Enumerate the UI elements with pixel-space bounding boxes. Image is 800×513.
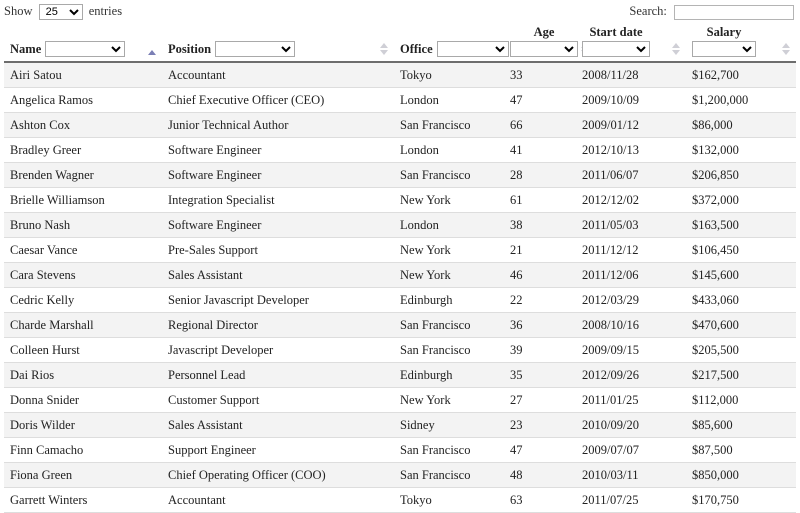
cell-sal: $1,200,000	[686, 88, 796, 113]
table-row[interactable]	[4, 138, 796, 163]
cell-date: 2011/07/25	[576, 488, 686, 513]
page-length-prefix: Show	[4, 4, 33, 18]
cell-off: San Francisco	[394, 438, 504, 463]
cell-sal: $106,450	[686, 238, 796, 263]
cell-pos: Software Engineer	[162, 163, 394, 188]
cell-age: 22	[504, 288, 576, 313]
column-label-date: Start date	[589, 25, 643, 39]
cell-age: 61	[504, 188, 576, 213]
column-header-sal[interactable]	[686, 23, 796, 62]
cell-name: Donna Snider	[4, 388, 162, 413]
cell-pos: Senior Javascript Developer	[162, 288, 394, 313]
table-controls	[0, 0, 800, 22]
cell-date: 2009/07/07	[576, 438, 686, 463]
cell-name: Fiona Green	[4, 463, 162, 488]
cell-date: 2012/10/13	[576, 138, 686, 163]
table-row[interactable]	[4, 188, 796, 213]
cell-off: New York	[394, 238, 504, 263]
sort-indicator-pos[interactable]	[379, 43, 388, 57]
table-row[interactable]	[4, 238, 796, 263]
cell-sal: $206,850	[686, 163, 796, 188]
cell-name: Cedric Kelly	[4, 288, 162, 313]
cell-pos: Software Engineer	[162, 213, 394, 238]
cell-age: 48	[504, 463, 576, 488]
cell-pos: Sales Assistant	[162, 263, 394, 288]
cell-pos: Chief Operating Officer (COO)	[162, 463, 394, 488]
cell-date: 2010/09/20	[576, 413, 686, 438]
cell-sal: $163,500	[686, 213, 796, 238]
cell-name: Caesar Vance	[4, 238, 162, 263]
cell-off: London	[394, 138, 504, 163]
table-row[interactable]	[4, 488, 796, 513]
cell-pos: Pre-Sales Support	[162, 238, 394, 263]
table-row[interactable]	[4, 388, 796, 413]
cell-sal: $433,060	[686, 288, 796, 313]
cell-off: London	[394, 213, 504, 238]
column-header-age[interactable]	[504, 23, 576, 62]
cell-age: 33	[504, 62, 576, 88]
cell-name: Colleen Hurst	[4, 338, 162, 363]
column-filter-off[interactable]	[437, 41, 509, 57]
cell-off: Tokyo	[394, 488, 504, 513]
column-filter-pos[interactable]	[215, 41, 295, 57]
table-row[interactable]	[4, 213, 796, 238]
cell-date: 2011/05/03	[576, 213, 686, 238]
column-label-name: Name	[10, 41, 42, 56]
cell-off: Edinburgh	[394, 288, 504, 313]
cell-pos: Chief Executive Officer (CEO)	[162, 88, 394, 113]
cell-pos: Javascript Developer	[162, 338, 394, 363]
cell-date: 2012/09/26	[576, 363, 686, 388]
cell-age: 63	[504, 488, 576, 513]
sort-indicator-date[interactable]	[671, 43, 680, 57]
cell-name: Garrett Winters	[4, 488, 162, 513]
cell-sal: $205,500	[686, 338, 796, 363]
cell-pos: Software Engineer	[162, 138, 394, 163]
table-row[interactable]	[4, 313, 796, 338]
cell-age: 23	[504, 413, 576, 438]
search-label: Search:	[629, 4, 667, 18]
cell-age: 35	[504, 363, 576, 388]
cell-off: San Francisco	[394, 463, 504, 488]
cell-name: Finn Camacho	[4, 438, 162, 463]
cell-off: San Francisco	[394, 313, 504, 338]
table-row[interactable]	[4, 413, 796, 438]
cell-sal: $162,700	[686, 62, 796, 88]
cell-off: Sidney	[394, 413, 504, 438]
cell-age: 47	[504, 438, 576, 463]
cell-sal: $217,500	[686, 363, 796, 388]
cell-sal: $132,000	[686, 138, 796, 163]
cell-date: 2009/10/09	[576, 88, 686, 113]
cell-pos: Accountant	[162, 488, 394, 513]
column-filter-age[interactable]	[510, 41, 578, 57]
cell-age: 39	[504, 338, 576, 363]
cell-age: 38	[504, 213, 576, 238]
column-header-name[interactable]	[4, 23, 162, 62]
column-header-date[interactable]	[576, 23, 686, 62]
cell-date: 2010/03/11	[576, 463, 686, 488]
cell-date: 2009/01/12	[576, 113, 686, 138]
cell-name: Ashton Cox	[4, 113, 162, 138]
cell-sal: $145,600	[686, 263, 796, 288]
cell-off: San Francisco	[394, 338, 504, 363]
table-row[interactable]	[4, 438, 796, 463]
cell-pos: Personnel Lead	[162, 363, 394, 388]
cell-name: Bradley Greer	[4, 138, 162, 163]
cell-name: Doris Wilder	[4, 413, 162, 438]
cell-date: 2011/01/25	[576, 388, 686, 413]
cell-name: Brenden Wagner	[4, 163, 162, 188]
cell-age: 27	[504, 388, 576, 413]
cell-name: Brielle Williamson	[4, 188, 162, 213]
cell-sal: $372,000	[686, 188, 796, 213]
column-label-sal: Salary	[706, 25, 742, 39]
column-label-pos: Position	[168, 41, 212, 56]
table-header	[4, 23, 796, 62]
cell-name: Bruno Nash	[4, 213, 162, 238]
cell-name: Charde Marshall	[4, 313, 162, 338]
column-filter-name[interactable]	[45, 41, 125, 57]
cell-name: Airi Satou	[4, 62, 162, 88]
cell-off: London	[394, 88, 504, 113]
cell-pos: Integration Specialist	[162, 188, 394, 213]
cell-pos: Sales Assistant	[162, 413, 394, 438]
column-filter-date[interactable]	[582, 41, 650, 57]
table-row[interactable]	[4, 163, 796, 188]
cell-age: 21	[504, 238, 576, 263]
cell-date: 2012/12/02	[576, 188, 686, 213]
cell-sal: $86,000	[686, 113, 796, 138]
table-row[interactable]	[4, 263, 796, 288]
column-label-off: Office	[400, 41, 433, 56]
cell-off: Tokyo	[394, 62, 504, 88]
cell-age: 46	[504, 263, 576, 288]
table-row[interactable]	[4, 288, 796, 313]
cell-age: 47	[504, 88, 576, 113]
cell-date: 2009/09/15	[576, 338, 686, 363]
cell-pos: Junior Technical Author	[162, 113, 394, 138]
search-control	[629, 3, 794, 20]
cell-age: 28	[504, 163, 576, 188]
page-length-select[interactable]	[39, 4, 83, 20]
employee-table	[4, 23, 796, 513]
cell-sal: $85,600	[686, 413, 796, 438]
cell-off: Edinburgh	[394, 363, 504, 388]
cell-sal: $87,500	[686, 438, 796, 463]
cell-name: Angelica Ramos	[4, 88, 162, 113]
cell-pos: Accountant	[162, 62, 394, 88]
cell-date: 2008/10/16	[576, 313, 686, 338]
page-length-control	[4, 3, 122, 20]
cell-sal: $112,000	[686, 388, 796, 413]
cell-sal: $850,000	[686, 463, 796, 488]
cell-date: 2011/12/06	[576, 263, 686, 288]
cell-name: Dai Rios	[4, 363, 162, 388]
cell-off: San Francisco	[394, 113, 504, 138]
page-length-suffix: entries	[88, 4, 123, 18]
table-row[interactable]	[4, 338, 796, 363]
cell-off: New York	[394, 388, 504, 413]
cell-date: 2012/03/29	[576, 288, 686, 313]
search-input[interactable]	[674, 5, 794, 20]
cell-age: 66	[504, 113, 576, 138]
cell-off: San Francisco	[394, 163, 504, 188]
cell-pos: Support Engineer	[162, 438, 394, 463]
cell-sal: $470,600	[686, 313, 796, 338]
cell-sal: $170,750	[686, 488, 796, 513]
cell-date: 2011/06/07	[576, 163, 686, 188]
table-header-row	[4, 23, 796, 62]
cell-date: 2008/11/28	[576, 62, 686, 88]
cell-off: New York	[394, 263, 504, 288]
cell-pos: Regional Director	[162, 313, 394, 338]
cell-date: 2011/12/12	[576, 238, 686, 263]
cell-age: 41	[504, 138, 576, 163]
cell-name: Cara Stevens	[4, 263, 162, 288]
cell-age: 36	[504, 313, 576, 338]
sort-indicator-name[interactable]	[147, 50, 156, 57]
table-row[interactable]	[4, 363, 796, 388]
table-row[interactable]	[4, 88, 796, 113]
column-filter-sal[interactable]	[692, 41, 756, 57]
sort-indicator-sal[interactable]	[781, 43, 790, 57]
table-row[interactable]	[4, 113, 796, 138]
cell-pos: Customer Support	[162, 388, 394, 413]
table-row[interactable]	[4, 62, 796, 88]
column-header-pos[interactable]	[162, 23, 394, 62]
table-row[interactable]	[4, 463, 796, 488]
column-header-off[interactable]	[394, 23, 504, 62]
cell-off: New York	[394, 188, 504, 213]
table-body	[4, 62, 796, 513]
column-label-age: Age	[533, 25, 555, 39]
